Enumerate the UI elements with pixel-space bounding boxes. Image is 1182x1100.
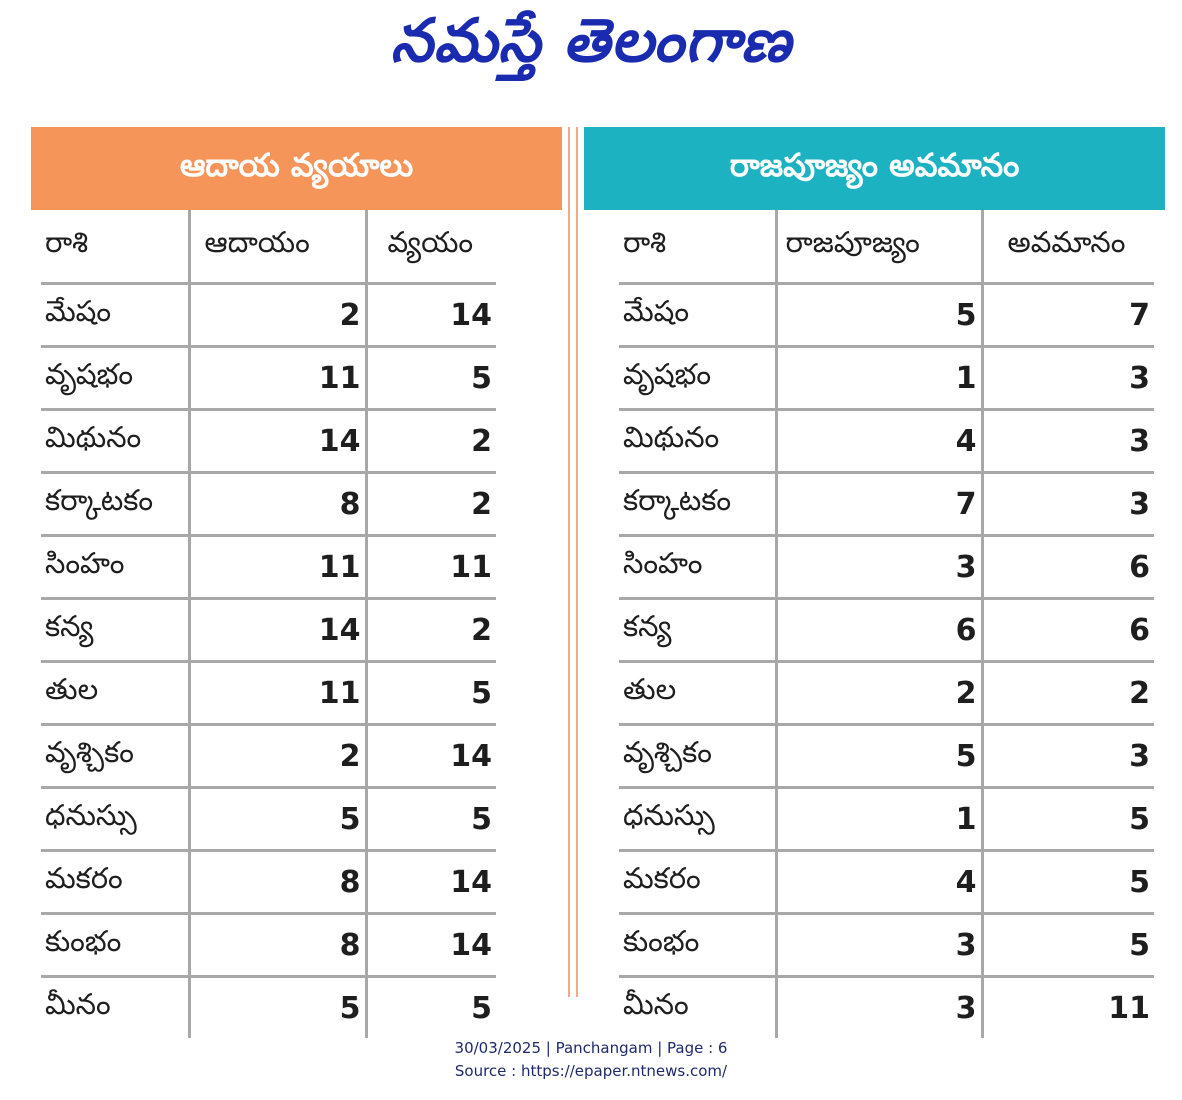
expense-cell: 2 [366, 599, 496, 662]
masthead-title: నమస్తే తెలంగాణ [390, 6, 792, 76]
honor-cell: 3 [776, 536, 982, 599]
header-expense: వ్యయం [366, 210, 496, 284]
rashi-cell: సింహం [619, 536, 776, 599]
table-row [41, 914, 496, 977]
rashi-cell: తుల [41, 662, 189, 725]
honor-cell: 7 [776, 473, 982, 536]
expense-cell: 14 [366, 725, 496, 788]
table-row [619, 662, 1154, 725]
table-row [619, 725, 1154, 788]
footer [0, 1037, 1182, 1083]
honor-cell: 2 [776, 662, 982, 725]
table-header-row [619, 210, 1154, 284]
insult-cell: 5 [982, 788, 1154, 851]
honor-cell: 3 [776, 914, 982, 977]
honor-cell: 1 [776, 788, 982, 851]
column-divider [568, 127, 578, 997]
income-cell: 8 [189, 914, 366, 977]
table-row [41, 788, 496, 851]
expense-cell: 5 [366, 788, 496, 851]
honor-cell: 5 [776, 284, 982, 347]
rashi-cell: వృశ్చికం [619, 725, 776, 788]
table-row [41, 725, 496, 788]
rashi-cell: కన్య [41, 599, 189, 662]
income-cell: 11 [189, 662, 366, 725]
header-rashi: రాశి [41, 210, 189, 284]
income-cell: 14 [189, 599, 366, 662]
rashi-cell: వృషభం [41, 347, 189, 410]
rashi-cell: తుల [619, 662, 776, 725]
income-cell: 11 [189, 347, 366, 410]
income-expense-panel [31, 127, 562, 1038]
header-insult: అవమానం [982, 210, 1154, 284]
table-row [41, 410, 496, 473]
expense-cell: 14 [366, 914, 496, 977]
expense-cell: 5 [366, 662, 496, 725]
honor-insult-table [619, 210, 1154, 1038]
income-expense-table [41, 210, 496, 1038]
table-row [619, 410, 1154, 473]
table-row [41, 662, 496, 725]
insult-cell: 3 [982, 725, 1154, 788]
rashi-cell: మకరం [619, 851, 776, 914]
expense-cell: 14 [366, 284, 496, 347]
income-expense-title: ఆదాయ వ్యయాలు [31, 127, 562, 210]
rashi-cell: మీనం [623, 987, 689, 1021]
insult-cell: 5 [982, 851, 1154, 914]
rashi-cell: కుంభం [41, 914, 189, 977]
table-row [41, 536, 496, 599]
table-row [41, 473, 496, 536]
insult-cell: 7 [982, 284, 1154, 347]
expense-cell: 5 [366, 347, 496, 410]
income-cell: 2 [189, 725, 366, 788]
footer-source-line: Source : https://epaper.ntnews.com/ [454, 1062, 728, 1080]
honor-cell: 4 [776, 410, 982, 473]
honor-cell: 5 [776, 725, 982, 788]
honor-insult-body [619, 284, 1154, 1039]
table-row [619, 914, 1154, 977]
insult-cell: 6 [982, 599, 1154, 662]
table-row [619, 473, 1154, 536]
income-cell: 5 [189, 977, 366, 1039]
insult-cell: 3 [982, 347, 1154, 410]
income-expense-body [41, 284, 496, 1039]
table-row [619, 977, 1154, 1039]
honor-insult-panel [584, 127, 1165, 1038]
table-row [41, 977, 496, 1039]
table-row [41, 347, 496, 410]
rashi-cell: మేషం [619, 284, 776, 347]
honor-insult-title: రాజపూజ్యం అవమానం [584, 127, 1165, 210]
table-row [41, 284, 496, 347]
table-row [619, 788, 1154, 851]
insult-cell: 11 [982, 977, 1154, 1039]
rashi-cell: మకరం [41, 851, 189, 914]
table-row [41, 599, 496, 662]
header-rashi: రాశి [619, 210, 776, 284]
rashi-cell: కన్య [619, 599, 776, 662]
expense-cell: 2 [366, 473, 496, 536]
rashi-cell: కర్కాటకం [41, 473, 189, 536]
honor-cell: 3 [776, 977, 982, 1039]
insult-cell: 6 [982, 536, 1154, 599]
rashi-cell: ధనుస్సు [619, 788, 776, 851]
income-cell: 5 [189, 788, 366, 851]
rashi-cell: వృషభం [619, 347, 776, 410]
masthead [0, 8, 1182, 88]
header-honor: రాజపూజ్యం [776, 210, 982, 284]
rashi-cell: కుంభం [619, 914, 776, 977]
header-income: ఆదాయం [189, 210, 366, 284]
expense-cell: 11 [366, 536, 496, 599]
rashi-cell: వృశ్చికం [41, 725, 189, 788]
rashi-cell: మీనం [45, 987, 111, 1021]
expense-cell: 14 [366, 851, 496, 914]
rashi-cell: మిథునం [619, 410, 776, 473]
insult-cell: 3 [982, 410, 1154, 473]
rashi-cell: కర్కాటకం [619, 473, 776, 536]
honor-cell: 6 [776, 599, 982, 662]
table-row [619, 284, 1154, 347]
table-row [41, 851, 496, 914]
table-row [619, 851, 1154, 914]
expense-cell: 5 [366, 977, 496, 1039]
table-row [619, 599, 1154, 662]
income-cell: 14 [189, 410, 366, 473]
rashi-cell: మిథునం [41, 410, 189, 473]
footer-date-line: 30/03/2025 | Panchangam | Page : 6 [454, 1039, 728, 1057]
table-row [619, 347, 1154, 410]
income-cell: 2 [189, 284, 366, 347]
honor-cell: 4 [776, 851, 982, 914]
income-cell: 8 [189, 851, 366, 914]
income-cell: 11 [189, 536, 366, 599]
rashi-cell: మేషం [41, 284, 189, 347]
table-header-row [41, 210, 496, 284]
table-row [619, 536, 1154, 599]
rashi-cell: సింహం [41, 536, 189, 599]
expense-cell: 2 [366, 410, 496, 473]
income-cell: 8 [189, 473, 366, 536]
rashi-cell: ధనుస్సు [41, 788, 189, 851]
insult-cell: 5 [982, 914, 1154, 977]
insult-cell: 2 [982, 662, 1154, 725]
insult-cell: 3 [982, 473, 1154, 536]
honor-cell: 1 [776, 347, 982, 410]
